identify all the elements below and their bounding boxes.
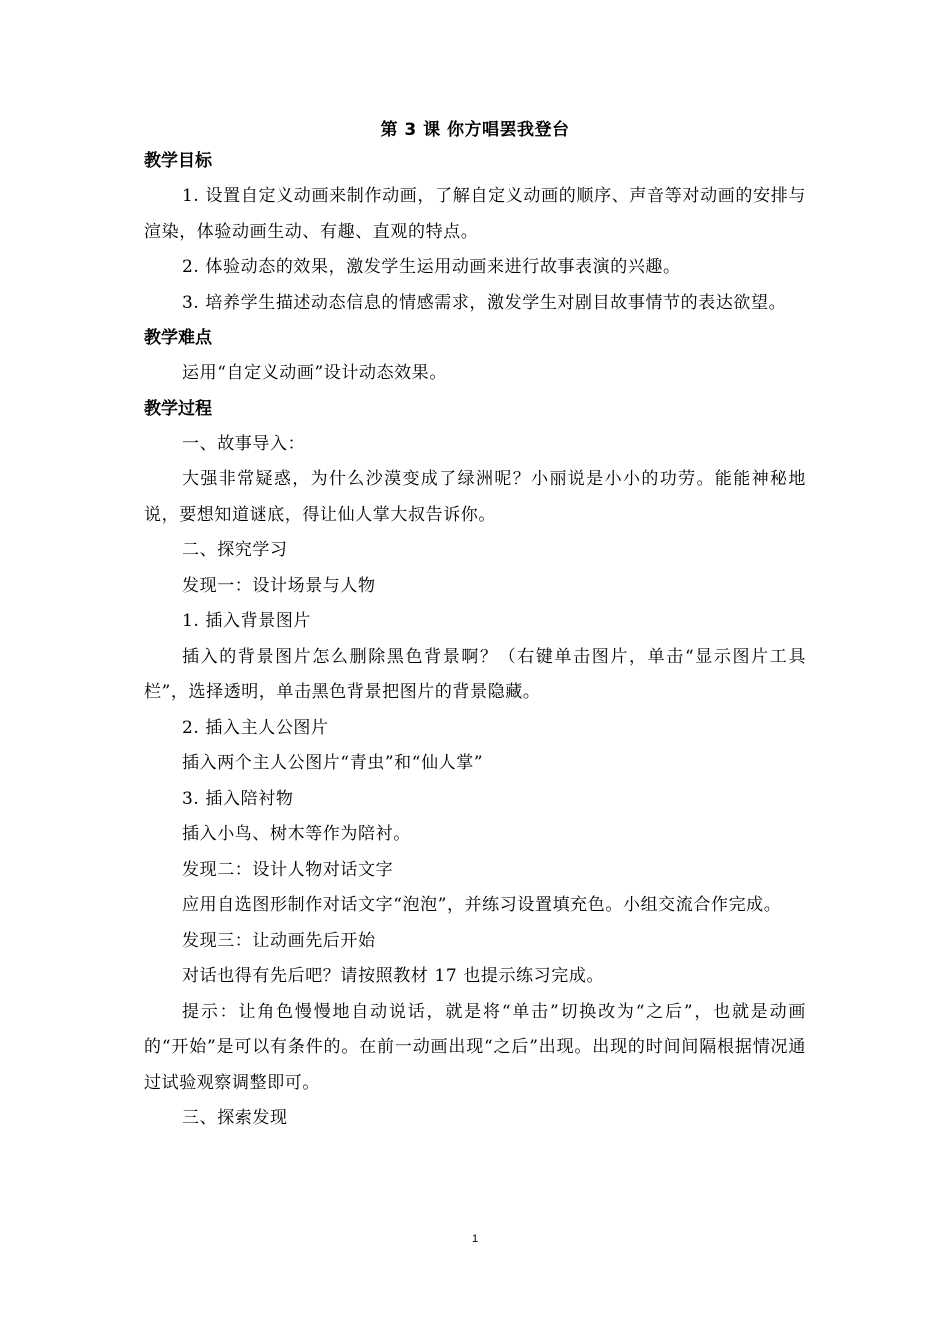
paragraph: 一、故事导入：	[182, 433, 306, 454]
paragraph: 运用“自定义动画”设计动态效果。	[182, 363, 447, 383]
paragraph: 2. 插入主人公图片	[182, 717, 329, 738]
document-body	[144, 116, 806, 1137]
section-process	[144, 392, 806, 1137]
paragraph: 二、探究学习	[182, 540, 288, 560]
paragraph: 3. 插入陪衬物	[182, 788, 294, 809]
paragraph: 大强非常疑惑，为什么沙漠变成了绿洲呢？小丽说是小小的功劳。能能神秘地说，要想知道谜底，得让仙人掌大叔告诉你。	[144, 469, 806, 525]
paragraph: 插入两个主人公图片“青虫”和“仙人掌”	[182, 753, 484, 773]
paragraph: 发现一：设计场景与人物	[182, 575, 376, 596]
paragraph: 应用自选图形制作对话文字“泡泡”，并练习设置填充色。小组交流合作完成。	[182, 895, 782, 915]
section-heading: 教学目标	[144, 151, 212, 171]
paragraph: 插入小鸟、树木等作为陪衬。	[182, 824, 411, 844]
paragraph: 发现二：设计人物对话文字	[182, 859, 394, 880]
section-heading: 教学难点	[144, 328, 212, 348]
paragraph: 发现三：让动画先后开始	[182, 930, 376, 951]
page-number: 1	[471, 1233, 479, 1245]
paragraph: 1. 插入背景图片	[182, 611, 312, 631]
section-heading: 教学过程	[144, 398, 212, 419]
paragraph: 插入的背景图片怎么删除黑色背景啊？（右键单击图片，单击“显示图片工具栏”，选择透明，单击黑色背景把图片的背景隐藏。	[144, 646, 806, 702]
section-difficulties	[144, 321, 806, 392]
lesson-title: 第 3 课 你方唱罢我登台	[380, 120, 570, 140]
paragraph: 2. 体验动态的效果，激发学生运用动画来进行故事表演的兴趣。	[182, 257, 681, 277]
paragraph: 对话也得有先后吧？请按照教材 17 也提示练习完成。	[182, 966, 605, 986]
section-objectives	[144, 144, 806, 321]
paragraph: 提示：让角色慢慢地自动说话，就是将“单击”切换改为“之后”，也就是动画的“开始”是可以有条件的。在前一动画出现“之后”出现。出现的时间间隔根据情况通过试验观察调整即可。	[144, 1001, 806, 1093]
paragraph: 3. 培养学生描述动态信息的情感需求，激发学生对剧目故事情节的表达欲望。	[182, 292, 787, 313]
paragraph: 1. 设置自定义动画来制作动画，了解自定义动画的顺序、声音等对动画的安排与渲染，体验动画生动、有趣、直观的特点。	[144, 186, 806, 242]
paragraph: 三、探索发现	[182, 1108, 288, 1128]
